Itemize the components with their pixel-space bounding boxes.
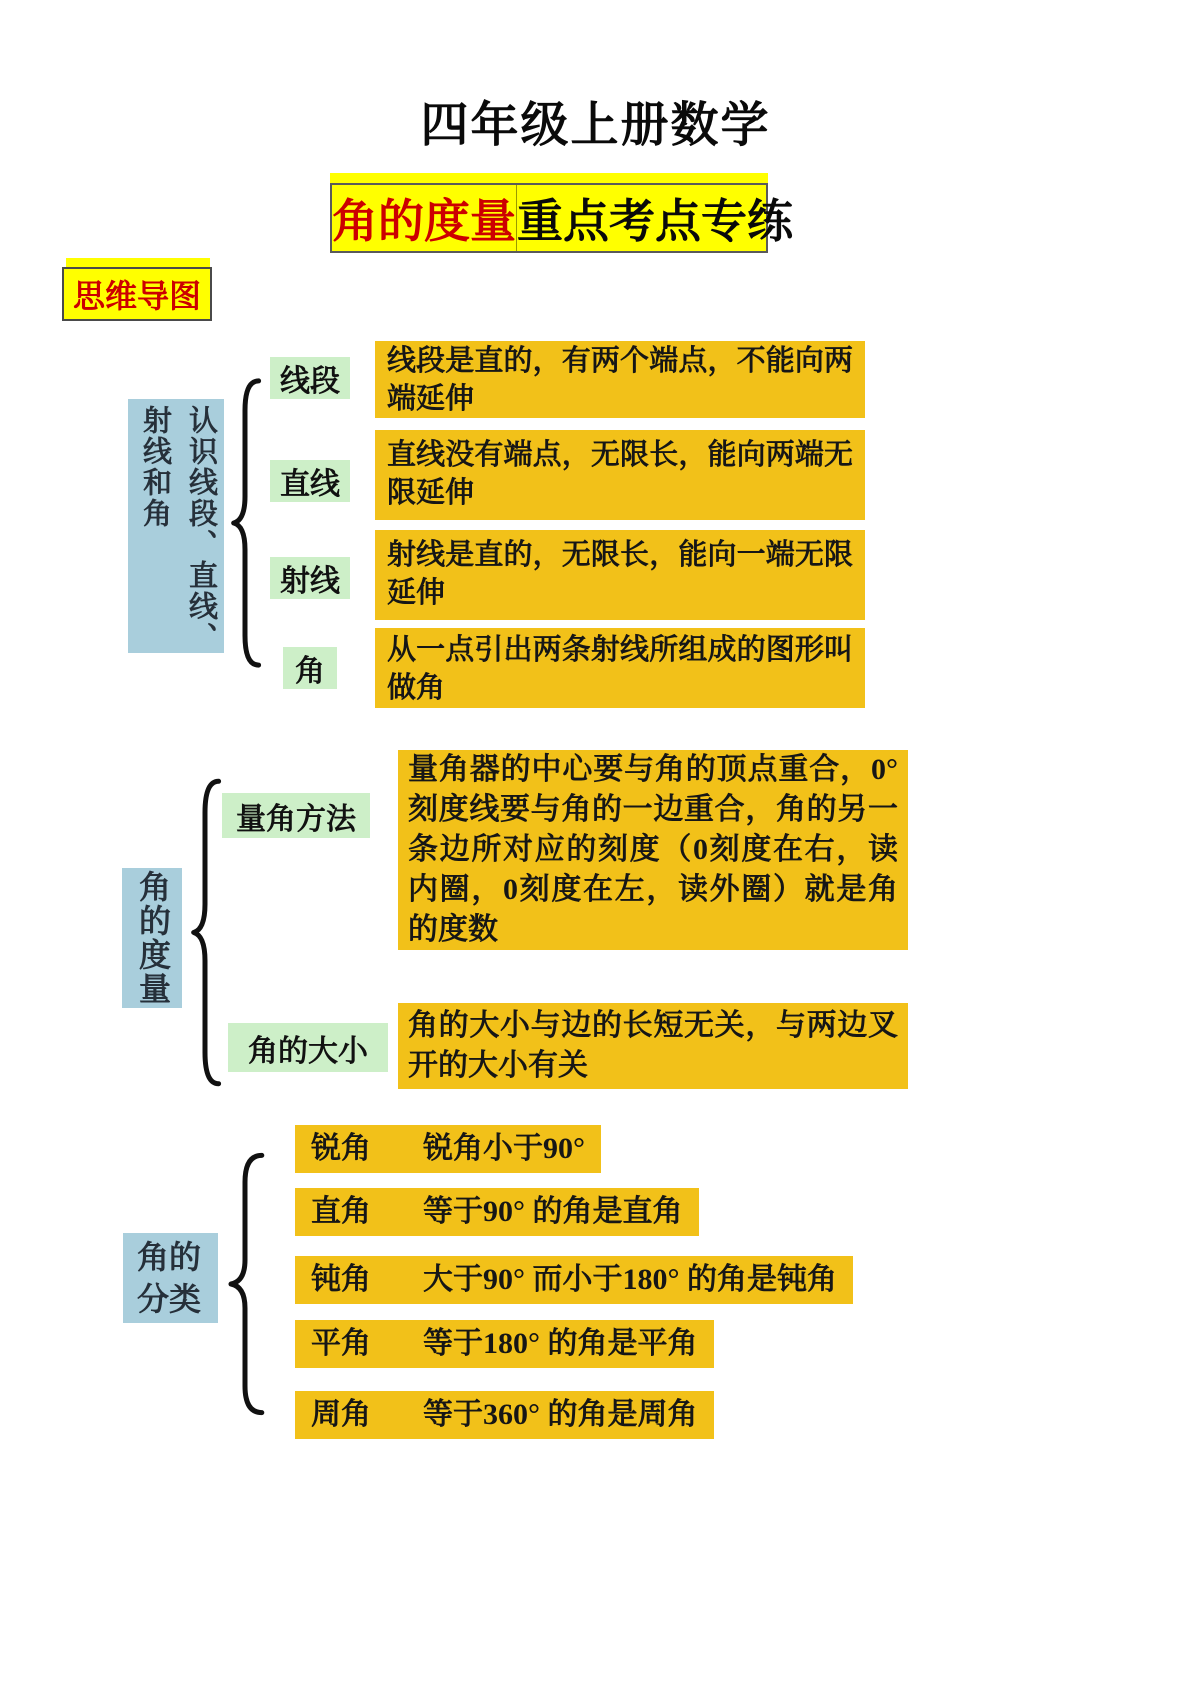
branch2-item-desc: 角的大小与边的长短无关，与两边叉开的大小有关 (398, 1003, 908, 1089)
branch1-item-desc: 射线是直的，无限长，能向一端无限延伸 (375, 530, 865, 620)
branch2-item-desc: 量角器的中心要与角的顶点重合，0°刻度线要与角的一边重合，角的另一条边所对应的刻度（0刻度在右，读内圈，0刻度在左，读外圈）就是角的度数 (398, 750, 908, 950)
branch1-item-label: 线段 (270, 357, 350, 399)
angle-type-label: 锐角 (311, 1132, 371, 1165)
mindmap-label-strip (66, 258, 210, 267)
branch3-root: 角的分类 (123, 1233, 218, 1323)
branch3-row (295, 1391, 714, 1439)
branch2-brace-icon (188, 775, 222, 1090)
angle-type-label: 直角 (311, 1195, 371, 1228)
subtitle-box (330, 183, 793, 253)
subtitle-banner (330, 173, 793, 253)
angle-type-desc: 大于90° 而小于180° 的角是钝角 (423, 1263, 837, 1296)
page-title: 四年级上册数学 (420, 99, 771, 152)
angle-type-desc: 等于360° 的角是周角 (423, 1398, 698, 1431)
branch2-item-label: 量角方法 (222, 793, 370, 838)
branch1-item-desc: 线段是直的，有两个端点，不能向两端延伸 (375, 341, 865, 418)
angle-type-label: 平角 (311, 1327, 371, 1360)
angle-type-desc: 等于180° 的角是平角 (423, 1327, 698, 1360)
branch3-row (295, 1188, 699, 1236)
branch1-item-label: 射线 (270, 557, 350, 599)
branch2-root: 角的度量 (122, 868, 182, 1008)
angle-type-label: 周角 (311, 1398, 371, 1431)
mindmap-label-text: 思维导图 (62, 267, 212, 321)
angle-type-desc: 等于90° 的角是直角 (423, 1195, 683, 1228)
angle-type-label: 钝角 (311, 1263, 371, 1296)
subtitle-highlight-strip (330, 173, 768, 183)
subtitle-rest-text: 重点考点专练 (517, 195, 793, 247)
branch3-row (295, 1125, 601, 1173)
branch1-item-desc: 直线没有端点，无限长，能向两端无限延伸 (375, 430, 865, 520)
branch1-brace-icon (228, 375, 262, 671)
branch3-row (295, 1256, 853, 1304)
branch3-row (295, 1320, 714, 1368)
branch3-brace-icon (224, 1150, 266, 1418)
branch2-item-label: 角的大小 (228, 1023, 388, 1072)
branch1-item-label: 直线 (270, 460, 350, 502)
mindmap-section-label (62, 258, 212, 321)
subtitle-highlight-text: 角的度量 (332, 185, 517, 251)
branch1-item-desc: 从一点引出两条射线所组成的图形叫做角 (375, 628, 865, 708)
branch1-root: 认识线段、直线、射线和角 (128, 399, 224, 653)
angle-type-desc: 锐角小于90° (423, 1132, 585, 1165)
branch1-item-label: 角 (283, 647, 337, 689)
